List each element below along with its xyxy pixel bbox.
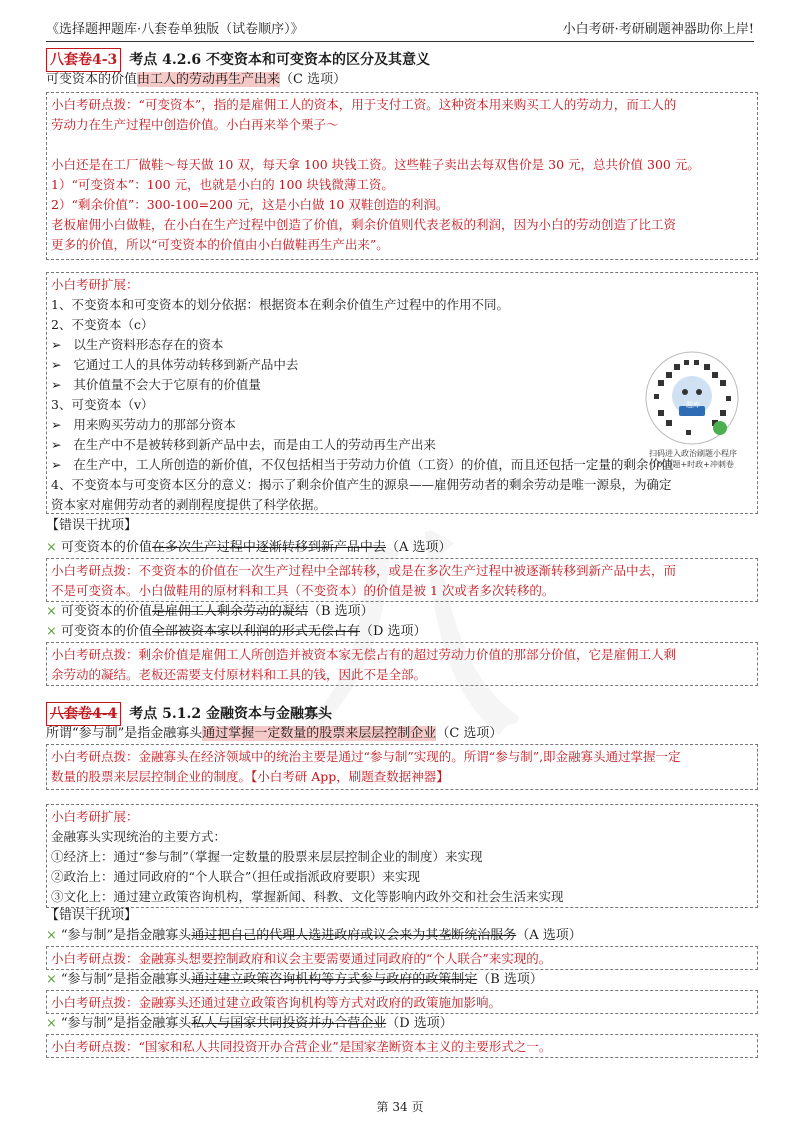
tip-box: 小白考研点拨：金融寡头还通过建立政策咨询机构等方式对政府的政策施加影响。 (46, 990, 758, 1014)
qr-caption: 扫码进入政治刷题小程序 1000题+时政+冲刺卷 (649, 449, 737, 469)
tip-label: 小白考研点拨： (51, 951, 139, 966)
cross-icon: × (46, 1016, 57, 1031)
page-number: 第 34 页 (376, 1100, 424, 1114)
tip-box: 小白考研点拨：“可变资本”，指的是雇佣工人的资本，用于支付工资。这种资本用来购买工人的劳动力，而工人的 劳动力在生产过程中创造价值。小白再来举个栗子～ 小白还是在工厂做鞋～每天做 10 双，每天拿 100 块钱工资。这些鞋子卖出去每双售价是 30 元，总共价值 300 元。 1）“可变资本”：100 元，也就是小白的 100 块钱微薄工资。 2）“剩余价值”：300-100=200 元，这是小白做 10 双鞋创造的利润。 老板雇佣小白做鞋，在小白在生产过程中创造了价值，剩余价值则代表老板的利润，因为小白的劳动创造了比工资 更多的价值，所以“可变资本的价值由小白做鞋再生产出来”。 (46, 92, 758, 260)
distractor-option-d: × “参与制”是指金融寡头私人与国家共同投资并办合营企业（D 选项） (46, 1016, 453, 1031)
qr-code-icon[interactable] (644, 350, 740, 446)
section-title-4-4 (46, 702, 758, 726)
extension-label: 小白考研扩展： (51, 809, 139, 824)
arrow-bullet-icon: ➢ (51, 457, 62, 472)
exam-tag: 八套卷4-3 (46, 48, 121, 72)
arrow-bullet-icon: ➢ (51, 437, 62, 452)
cross-icon: × (46, 972, 57, 987)
extension-box: 小白考研扩展： 金融寡头实现统治的主要方式： ①经济上：通过“参与制”（掌握一定数量的股票来层层控制企业的制度）来实现 ②政治上：通过同政府的“个人联合”（担任或指派政府要职）来实现 ③文化上：通过建立政策咨询机构，掌握新闻、科教、文化等影响内政外交和社会生活来实现 (46, 804, 758, 908)
distractor-option-a: × “参与制”是指金融寡头通过把自己的代理人选进政府或议会来为其垄断统治服务（A 选项） (46, 928, 582, 943)
question-stem: 可变资本的价值由工人的劳动再生产出来（C 选项） (46, 72, 347, 87)
answer-highlight: 由工人的劳动再生产出来 (137, 72, 281, 87)
tip-label: 小白考研点拨： (51, 995, 139, 1010)
distractor-heading: 【错误干扰项】 (46, 908, 138, 923)
extension-label: 小白考研扩展： (51, 277, 139, 292)
topic-title: 考点 4.2.6 不变资本和可变资本的区分及其意义 (129, 52, 431, 68)
distractor-heading: 【错误干扰项】 (46, 518, 138, 533)
header-book-title: 《选择题押题库·八套卷单独版（试卷顺序）》 (46, 22, 304, 37)
tip-box: 小白考研点拨：金融寡头想要控制政府和议会主要需要通过同政府的“个人联合”来实现的。 (46, 946, 758, 970)
cross-icon: × (46, 540, 57, 555)
distractor-option-b: × 可变资本的价值是雇佣工人剩余劳动的凝结（B 选项） (46, 604, 374, 619)
topic-title: 考点 5.1.2 金融资本与金融寡头 (129, 706, 333, 722)
header-slogan: 小白考研·考研刷题神器助你上岸! (562, 22, 754, 37)
tip-label: 小白考研点拨： (51, 647, 139, 662)
distractor-option-d: × 可变资本的价值全部被资本家以利润的形式无偿占有（D 选项） (46, 624, 427, 639)
cross-icon: × (46, 604, 57, 619)
distractor-option-a: × 可变资本的价值在多次生产过程中逐渐转移到新产品中去（A 选项） (46, 540, 452, 555)
cross-icon: × (46, 624, 57, 639)
tip-box: 小白考研点拨：不变资本的价值在一次生产过程中全部转移，或是在多次生产过程中被逐渐转移到新产品中去，而 不是可变资本。小白做鞋用的原材料和工具（不变资本）的价值是被 1 次或者多次转移的。 (46, 558, 758, 602)
section-title-4-3 (46, 48, 758, 72)
tip-box: 小白考研点拨：“国家和私人共同投资开办合营企业”是国家垄断资本主义的主要形式之一。 (46, 1034, 758, 1058)
exam-tag: 八套卷4-4 (46, 702, 121, 726)
tip-label: 小白考研点拨： (51, 97, 139, 112)
tip-label: 小白考研点拨： (51, 1039, 139, 1054)
cross-icon: × (46, 928, 57, 943)
qr-badge: 题库 (686, 401, 700, 409)
question-stem: 所谓“参与制”是指金融寡头通过掌握一定数量的股票来层层控制企业（C 选项） (46, 726, 503, 741)
tip-box: 小白考研点拨：金融寡头在经济领域中的统治主要是通过“参与制”实现的。所谓“参与制”,即金融寡头通过掌握一定 数量的股票来层层控制企业的制度。【小白考研 App，刷题查数据神器】 (46, 744, 758, 790)
distractor-option-b: × “参与制”是指金融寡头通过建立政策咨询机构等方式参与政府的政策制定（B 选项） (46, 972, 543, 987)
answer-highlight: 通过掌握一定数量的股票来层层控制企业 (202, 726, 437, 741)
tip-label: 小白考研点拨： (51, 749, 139, 764)
tip-label: 小白考研点拨： (51, 563, 139, 578)
arrow-bullet-icon: ➢ (51, 357, 62, 372)
arrow-bullet-icon: ➢ (51, 377, 62, 392)
tip-box: 小白考研点拨：剩余价值是雇佣工人所创造并被资本家无偿占有的超过劳动力价值的那部分价值，它是雇佣工人剩 余劳动的凝结。老板还需要支付原材料和工具的钱，因此不是全部。 (46, 642, 758, 686)
extension-box: 小白考研扩展： 1、不变资本和可变资本的划分依据：根据资本在剩余价值生产过程中的作用不同。 2、不变资本（c） ➢ 以生产资料形态存在的资本 ➢ 它通过工人的具体劳动转移到新产品中去 ➢ 其价值量不会大于它原有的价值量 3、可变资本（v） ➢ 用来购买劳动力的那部分资本 ➢ 在生产中不是被转移到新产品中去，而是由工人的劳动再生产出来 ➢ 在生产中，工人所创造的新价值，不仅包括相当于劳动力价值（工资）的价值，而且还包括一定量的剩余价值 4、不变资本与可变资本区分的意义：揭示了剩余价值产生的源泉——雇佣劳动者的剩余劳动是唯一源泉，为确定 资本家对雇佣劳动者的剥削程度提供了科学依据。 (46, 272, 758, 514)
page-header (46, 14, 754, 42)
arrow-bullet-icon: ➢ (51, 417, 62, 432)
arrow-bullet-icon: ➢ (51, 337, 62, 352)
